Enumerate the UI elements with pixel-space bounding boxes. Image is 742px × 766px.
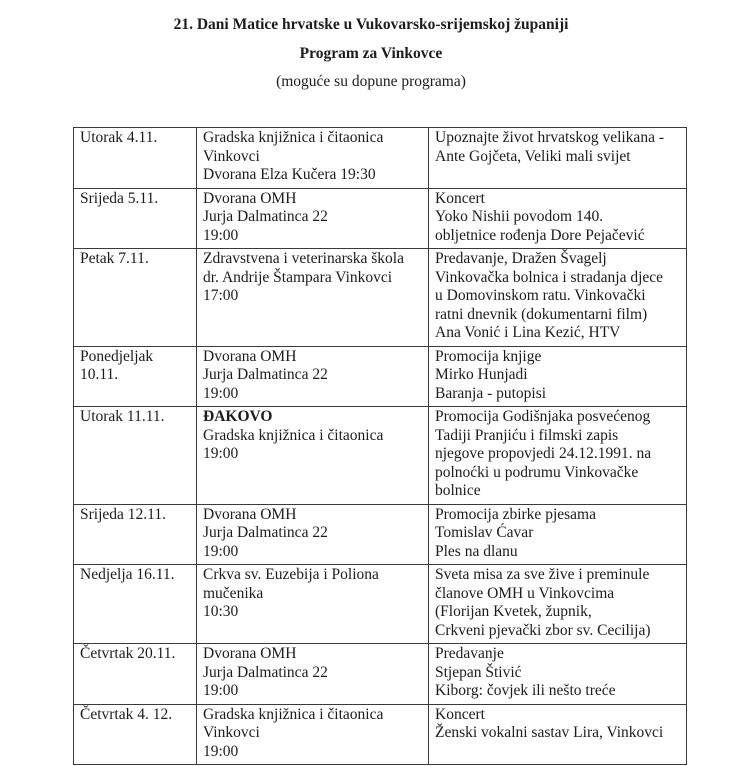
- location-line: Gradska knjižnica i čitaonica: [203, 129, 384, 146]
- date-line: Srijeda 12.11.: [80, 505, 166, 523]
- schedule-row: [74, 704, 687, 765]
- event-line: Vinkovačka bolnica i stradanja djece: [435, 268, 664, 286]
- event-line: u Domovinskom ratu. Vinkovački: [435, 287, 646, 304]
- event-line: Koncert: [435, 189, 485, 207]
- date-line: Četvrtak 4. 12.: [80, 705, 173, 723]
- document-title: 21. Dani Matice hrvatske u Vukovarsko-srijemskoj županiji: [173, 16, 569, 33]
- event-cell: [429, 188, 687, 249]
- location-cell: [197, 644, 429, 705]
- schedule-row: [74, 188, 687, 249]
- event-line: Sveta misa za sve žive i preminule: [435, 566, 650, 583]
- location-cell: [197, 704, 429, 765]
- event-line: Koncert: [435, 705, 485, 723]
- event-line: Ženski vokalni sastav Lira, Vinkovci: [435, 724, 664, 741]
- event-line: njegove propovjedi 24.12.1991. na: [435, 445, 652, 462]
- event-line: Tomislav Ćavar: [435, 524, 534, 541]
- document-note: (moguće su dopune programa): [276, 73, 466, 90]
- event-cell: [429, 346, 687, 407]
- location-cell: [197, 188, 429, 249]
- location-line: mučenika: [203, 584, 264, 602]
- location-line: Zdravstvena i veterinarska škola: [203, 250, 404, 267]
- date-cell: [74, 249, 197, 347]
- schedule-row: [74, 346, 687, 407]
- event-line: Ante Gojčeta, Veliki mali svijet: [435, 147, 631, 165]
- location-line: 19:00: [203, 384, 239, 402]
- location-line: Jurja Dalmatinca 22: [203, 366, 328, 383]
- event-line: Ana Vonić i Lina Kezić, HTV: [435, 324, 621, 341]
- location-line: Jurja Dalmatinca 22: [203, 208, 328, 225]
- event-line: ratni dnevnik (dokumentarni film): [435, 305, 648, 323]
- date-cell: [74, 565, 197, 644]
- event-line: Tadiji Pranjiću i filmski zapis: [435, 426, 619, 444]
- event-cell: [429, 407, 687, 505]
- location-line: Gradska knjižnica i čitaonica: [203, 705, 384, 723]
- location-line: Gradska knjižnica i čitaonica: [203, 426, 384, 444]
- location-line: Crkva sv. Euzebija i Poliona: [203, 566, 379, 583]
- event-line: bolnice: [435, 482, 481, 499]
- event-line: Yoko Nishii povodom 140.: [435, 208, 604, 225]
- location-line: Jurja Dalmatinca 22: [203, 524, 328, 541]
- event-line: Ples na dlanu: [435, 542, 518, 560]
- event-line: Baranja - putopisi: [435, 384, 547, 402]
- location-cell: [197, 346, 429, 407]
- schedule-row: [74, 644, 687, 705]
- location-line: Vinkovci: [203, 147, 260, 165]
- event-line: Crkveni pjevački zbor sv. Cecilija): [435, 621, 651, 639]
- event-line: Promocija knjige: [435, 347, 542, 365]
- date-cell: [74, 346, 197, 407]
- location-line: Vinkovci: [203, 724, 260, 741]
- schedule-table-body: [74, 128, 687, 765]
- program-schedule-table: [73, 127, 687, 765]
- date-line: Četvrtak 20.11.: [80, 645, 176, 662]
- location-line: ĐAKOVO: [203, 408, 273, 425]
- event-line: polnoćki u podrumu Vinkovačke: [435, 463, 639, 481]
- date-line: Petak 7.11.: [80, 250, 149, 267]
- event-cell: [429, 504, 687, 565]
- location-cell: [197, 565, 429, 644]
- schedule-row: [74, 249, 687, 347]
- schedule-row: [74, 504, 687, 565]
- event-line: Upoznajte život hrvatskog velikana -: [435, 129, 664, 146]
- location-line: 19:00: [203, 542, 239, 560]
- schedule-row: [74, 128, 687, 189]
- event-cell: [429, 565, 687, 644]
- event-line: Predavanje: [435, 645, 504, 662]
- schedule-row: [74, 565, 687, 644]
- event-line: (Florijan Kvetek, župnik,: [435, 603, 592, 620]
- event-cell: [429, 644, 687, 705]
- date-line: Srijeda 5.11.: [80, 189, 159, 207]
- date-cell: [74, 128, 197, 189]
- event-line: Kiborg: čovjek ili nešto treće: [435, 682, 616, 699]
- location-line: Dvorana OMH: [203, 189, 297, 207]
- location-line: Dvorana OMH: [203, 645, 297, 662]
- date-line: Ponedjeljak: [80, 347, 154, 365]
- date-line: Nedjelja 16.11.: [80, 566, 175, 583]
- event-line: Mirko Hunjadi: [435, 366, 528, 383]
- date-line: Utorak 11.11.: [80, 408, 165, 425]
- location-line: 19:00: [203, 226, 239, 244]
- location-cell: [197, 407, 429, 505]
- event-line: članove OMH u Vinkovcima: [435, 584, 615, 602]
- location-line: 17:00: [203, 287, 239, 304]
- date-cell: [74, 188, 197, 249]
- date-cell: [74, 644, 197, 705]
- location-cell: [197, 504, 429, 565]
- location-line: Dvorana OMH: [203, 347, 297, 365]
- date-line: 10.11.: [80, 366, 119, 383]
- event-cell: [429, 249, 687, 347]
- location-cell: [197, 249, 429, 347]
- event-line: Promocija Godišnjaka posvećenog: [435, 408, 651, 425]
- event-line: Promocija zbirke pjesama: [435, 505, 596, 523]
- location-line: 19:00: [203, 682, 239, 699]
- document-subtitle: Program za Vinkovce: [299, 45, 443, 62]
- location-line: Jurja Dalmatinca 22: [203, 663, 328, 681]
- date-cell: [74, 704, 197, 765]
- schedule-row: [74, 407, 687, 505]
- location-cell: [197, 128, 429, 189]
- location-line: Dvorana OMH: [203, 505, 297, 523]
- location-line: 19:00: [203, 445, 239, 462]
- location-line: 19:00: [203, 742, 239, 760]
- date-cell: [74, 407, 197, 505]
- event-cell: [429, 704, 687, 765]
- date-line: Utorak 4.11.: [80, 129, 158, 146]
- location-line: 10:30: [203, 603, 239, 620]
- event-cell: [429, 128, 687, 189]
- location-line: Dvorana Elza Kučera 19:30: [203, 166, 376, 183]
- date-cell: [74, 504, 197, 565]
- event-line: obljetnice rođenja Dore Pejačević: [435, 226, 645, 244]
- location-line: dr. Andrije Štampara Vinkovci: [203, 268, 393, 286]
- event-line: Stjepan Štivić: [435, 663, 522, 681]
- event-line: Predavanje, Dražen Švagelj: [435, 250, 607, 267]
